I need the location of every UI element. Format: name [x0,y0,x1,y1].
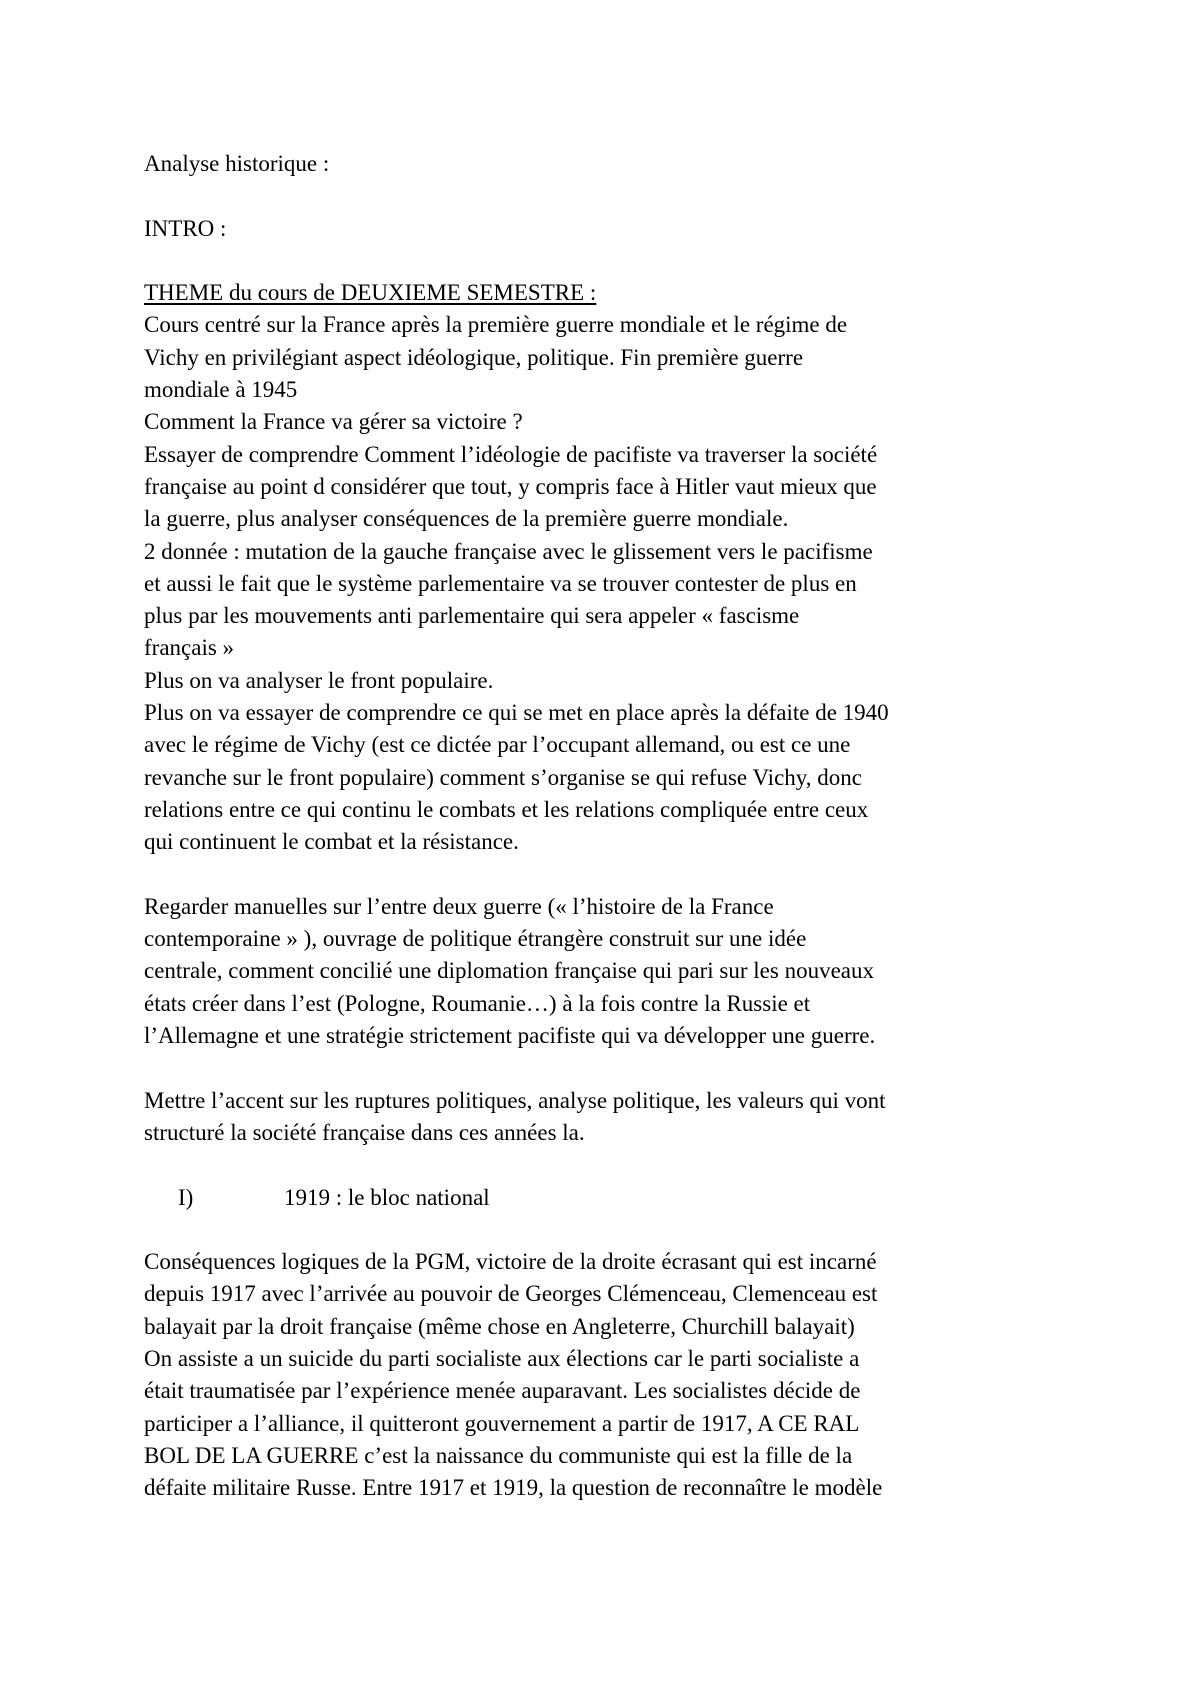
paragraph-intro-theme [144,309,1084,858]
spacer [144,859,1084,891]
paragraph-manuals [144,891,1084,1052]
text-line: BOL DE LA GUERRE c’est la naissance du communiste qui est la fille de la [144,1442,853,1468]
text-line: mondiale à 1945 [144,377,298,403]
text-line: Essayer de comprendre Comment l’idéologie de pacifiste va traverser la société [144,441,878,467]
text-line: participer a l’alliance, il quitteront gouvernement a partir de 1917, A CE RAL [144,1410,860,1436]
spacer [144,1149,1084,1181]
text-line: balayait par la droit française (même chose en Angleterre, Churchill balayait) [144,1313,855,1339]
text-line: et aussi le fait que le système parlementaire va se trouver contester de plus en [144,570,857,596]
spacer [144,180,1084,212]
document-body [144,148,1084,1504]
text-line: Plus on va analyser le front populaire. [144,667,494,693]
text-line: Comment la France va gérer sa victoire ? [144,409,523,435]
theme-heading: THEME du cours de DEUXIEME SEMESTRE : [144,280,597,306]
text-line: Conséquences logiques de la PGM, victoire de la droite écrasant qui est incarné [144,1249,877,1275]
text-line: qui continuent le combat et la résistance. [144,829,519,855]
text-line: avec le régime de Vichy (est ce dictée par l’occupant allemand, ou est ce une [144,732,851,758]
text-line: était traumatisée par l’expérience menée auparavant. Les socialistes décide de [144,1378,861,1404]
document-title: Analyse historique : [144,151,330,176]
spacer [144,245,1084,277]
text-line: l’Allemagne et une stratégie strictement pacifiste qui va développer une guerre. [144,1023,876,1049]
text-line: Cours centré sur la France après la première guerre mondiale et le régime de [144,312,848,338]
text-line: états créer dans l’est (Pologne, Roumanie…) à la fois contre la Russie et [144,990,811,1016]
section-number: I) [178,1184,194,1210]
text-line: Regarder manuelles sur l’entre deux guerre (« l’histoire de la France [144,893,774,919]
paragraph-consequences [144,1246,1084,1504]
section-title: 1919 : le bloc national [284,1184,490,1210]
text-line: défaite militaire Russe. Entre 1917 et 1919, la question de reconnaître le modèle [144,1475,883,1501]
text-line: la guerre, plus analyser conséquences de la première guerre mondiale. [144,506,789,532]
text-line: plus par les mouvements anti parlementaire qui sera appeler « fascisme [144,603,800,629]
spacer [144,1214,1084,1246]
text-line: contemporaine » ), ouvrage de politique étrangère construit sur une idée [144,926,807,952]
text-line: 2 donnée : mutation de la gauche française avec le glissement vers le pacifisme [144,538,873,564]
text-line: relations entre ce qui continu le combats et les relations compliquée entre ceux [144,796,869,822]
text-line: structuré la société française dans ces années la. [144,1119,585,1145]
text-line: depuis 1917 avec l’arrivée au pouvoir de Georges Clémenceau, Clemenceau est [144,1281,878,1307]
paragraph-emphasis [144,1085,1084,1150]
text-line: Plus on va essayer de comprendre ce qui se met en place après la défaite de 1940 [144,700,889,726]
text-line: Mettre l’accent sur les ruptures politiques, analyse politique, les valeurs qui vont [144,1087,886,1113]
text-line: française au point d considérer que tout, y compris face à Hitler vaut mieux que [144,473,877,499]
text-line: On assiste a un suicide du parti socialiste aux élections car le parti socialiste a [144,1345,860,1371]
text-line: Vichy en privilégiant aspect idéologique, politique. Fin première guerre [144,344,804,370]
spacer [144,1052,1084,1084]
text-line: revanche sur le front populaire) comment s’organise se qui refuse Vichy, donc [144,764,862,790]
intro-label: INTRO : [144,215,227,241]
section-heading-1 [144,1182,1084,1214]
text-line: français » [144,635,235,661]
text-line: centrale, comment concilié une diplomation française qui pari sur les nouveaux [144,958,874,984]
